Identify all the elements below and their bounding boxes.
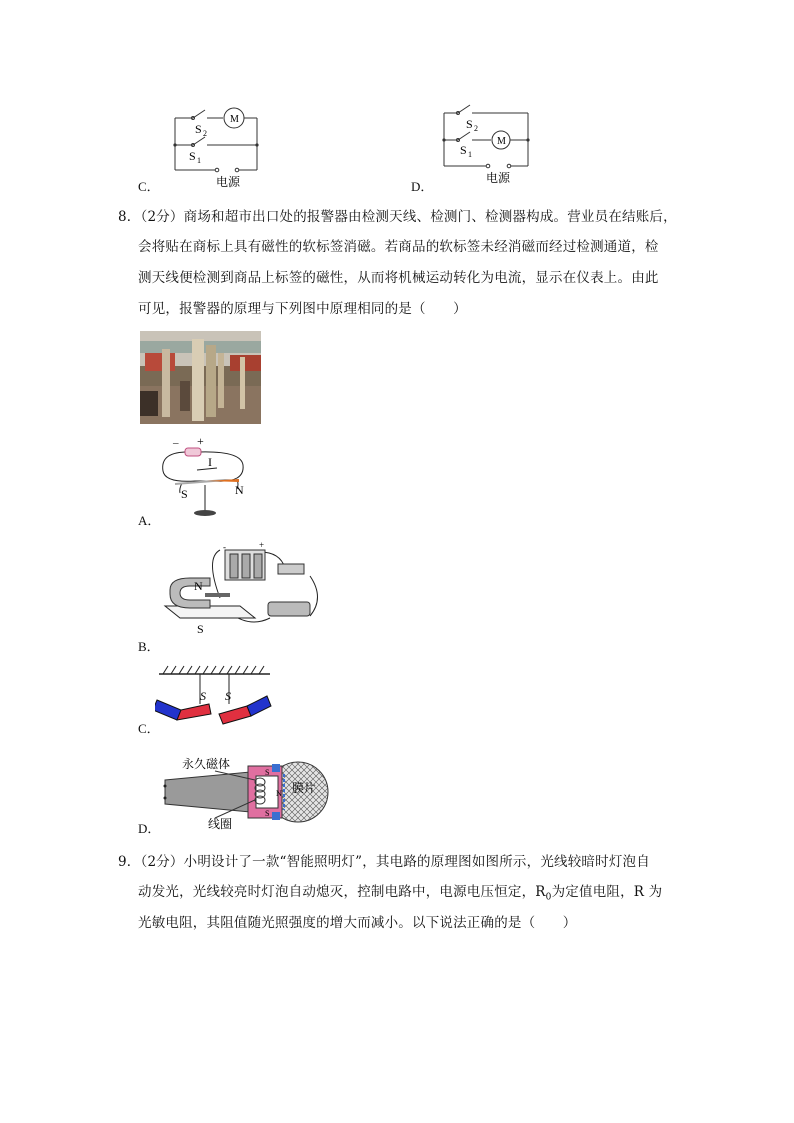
svg-text:S: S <box>265 768 270 777</box>
svg-text:S: S <box>225 689 231 703</box>
q8-line-2: 会将贴在商标上具有磁性的软标签消磁。若商品的软标签未经消磁而经过检测通道，检 <box>138 239 659 255</box>
option-d-microphone <box>160 752 330 832</box>
svg-text:S: S <box>460 143 467 157</box>
svg-text:2: 2 <box>203 129 207 138</box>
svg-text:S: S <box>195 122 202 136</box>
svg-text:I: I <box>208 455 212 469</box>
svg-text:线圈: 线圈 <box>208 817 233 831</box>
option-d-letter: D． <box>411 179 434 194</box>
svg-text:1: 1 <box>468 150 472 159</box>
option-a-letter: A． <box>138 513 161 528</box>
svg-text:S: S <box>265 809 270 818</box>
svg-text:S: S <box>200 689 206 703</box>
svg-text:膜片: 膜片 <box>292 781 317 795</box>
svg-text:电源: 电源 <box>216 175 241 188</box>
option-a-figure <box>155 435 255 520</box>
security-gate-photo <box>140 331 261 424</box>
svg-text:N: N <box>194 579 203 593</box>
svg-text:N: N <box>276 789 282 798</box>
svg-text:电源: 电源 <box>486 171 511 185</box>
option-c-magnets <box>155 662 275 732</box>
svg-text:-: - <box>223 542 226 552</box>
option-b-figure <box>160 538 325 638</box>
svg-text:M: M <box>497 136 506 147</box>
option-c-letter: C． <box>138 179 160 194</box>
svg-text:S: S <box>197 622 204 636</box>
svg-text:S: S <box>466 117 473 131</box>
svg-text:N: N <box>235 483 244 497</box>
option-b-letter: B． <box>138 639 160 654</box>
svg-text:S: S <box>181 487 188 501</box>
motor-label: M <box>230 114 239 125</box>
svg-text:+: + <box>259 540 265 550</box>
q8-line-1: 8．（2分）商场和超市出口处的报警器由检测天线、检测门、检测器构成。营业员在结账后， <box>118 209 677 225</box>
q9-line-1: 9．（2分）小明设计了一款“智能照明灯”，其电路的原理图如图所示，光线较暗时灯泡自 <box>118 854 650 870</box>
option-c-letter-q8: C． <box>138 721 160 736</box>
svg-text:S: S <box>189 149 196 163</box>
svg-text:2: 2 <box>474 124 478 133</box>
q9-line-2: 动发光，光线较亮时灯泡自动熄灭，控制电路中，电源电压恒定，$R_0$为定值电阻，R 为 <box>138 884 663 903</box>
q8-line-3: 测天线便检测到商品上标签的磁性，从而将机械运动转化为电流，显示在仪表上。由此 <box>138 270 659 286</box>
svg-text:1: 1 <box>197 156 201 165</box>
circuit-diagram-d <box>438 98 538 188</box>
option-d-circuit <box>438 98 538 188</box>
svg-text:–: – <box>173 437 179 449</box>
option-d-letter-q8: D． <box>138 821 161 836</box>
option-c-circuit <box>165 98 275 188</box>
svg-text:永久磁体: 永久磁体 <box>182 757 231 771</box>
svg-text:+: + <box>197 435 204 448</box>
q9-line-3: 光敏电阻，其阻值随光照强度的增大而减小。以下说法正确的是（ ） <box>138 915 577 931</box>
q8-line-4: 可见，报警器的原理与下列图中原理相同的是（ ） <box>138 301 467 317</box>
circuit-diagram-c <box>165 98 275 188</box>
